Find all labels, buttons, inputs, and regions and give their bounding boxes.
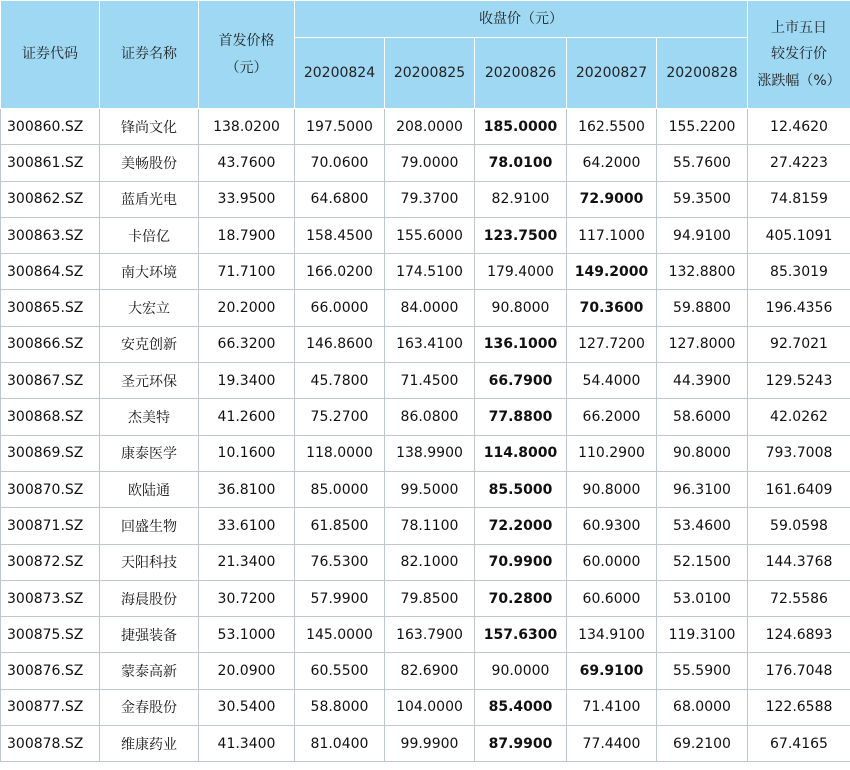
table-row	[1, 435, 850, 471]
table-row	[1, 726, 850, 762]
cell-code: 300871.SZ	[1, 508, 100, 544]
cell-close-price: 132.8800	[657, 254, 748, 290]
cell-close-price: 208.0000	[385, 109, 475, 145]
cell-code: 300868.SZ	[1, 399, 100, 435]
cell-close-price: 60.0000	[567, 544, 657, 580]
cell-five-day-change: 196.4356	[748, 290, 850, 326]
cell-close-price: 99.5000	[385, 471, 475, 507]
cell-code: 300866.SZ	[1, 326, 100, 362]
cell-ipo-price: 33.6100	[199, 508, 295, 544]
cell-code: 300864.SZ	[1, 254, 100, 290]
cell-close-price: 119.3100	[657, 617, 748, 653]
cell-close-price: 162.5500	[567, 109, 657, 145]
cell-close-price: 117.1000	[567, 217, 657, 253]
cell-name: 回盛生物	[100, 508, 199, 544]
cell-close-price: 70.0600	[295, 145, 385, 181]
cell-close-price: 55.5900	[657, 653, 748, 689]
cell-close-price: 185.0000	[475, 109, 567, 145]
cell-code: 300875.SZ	[1, 617, 100, 653]
header-date: 20200827	[567, 38, 657, 109]
cell-name: 大宏立	[100, 290, 199, 326]
cell-name: 蓝盾光电	[100, 181, 199, 217]
header-date: 20200826	[475, 38, 567, 109]
cell-close-price: 155.6000	[385, 217, 475, 253]
cell-close-price: 82.9100	[475, 181, 567, 217]
header-chg-line2: 较发行价	[771, 46, 827, 63]
cell-ipo-price: 66.3200	[199, 326, 295, 362]
cell-close-price: 60.9300	[567, 508, 657, 544]
cell-close-price: 61.8500	[295, 508, 385, 544]
cell-close-price: 81.0400	[295, 726, 385, 762]
cell-ipo-price: 41.3400	[199, 726, 295, 762]
cell-five-day-change: 176.7048	[748, 653, 850, 689]
cell-code: 300867.SZ	[1, 363, 100, 399]
cell-ipo-price: 20.0900	[199, 653, 295, 689]
cell-five-day-change: 42.0262	[748, 399, 850, 435]
cell-close-price: 66.7900	[475, 363, 567, 399]
cell-close-price: 59.3500	[657, 181, 748, 217]
cell-close-price: 53.0100	[657, 580, 748, 616]
cell-close-price: 90.0000	[475, 653, 567, 689]
cell-close-price: 158.4500	[295, 217, 385, 253]
cell-name: 天阳科技	[100, 544, 199, 580]
cell-close-price: 127.7200	[567, 326, 657, 362]
cell-ipo-price: 36.8100	[199, 471, 295, 507]
cell-ipo-price: 19.3400	[199, 363, 295, 399]
table-row	[1, 544, 850, 580]
cell-close-price: 85.0000	[295, 471, 385, 507]
header-date: 20200824	[295, 38, 385, 109]
cell-close-price: 79.3700	[385, 181, 475, 217]
cell-code: 300865.SZ	[1, 290, 100, 326]
cell-name: 锋尚文化	[100, 109, 199, 145]
cell-code: 300872.SZ	[1, 544, 100, 580]
cell-close-price: 55.7600	[657, 145, 748, 181]
cell-close-price: 52.1500	[657, 544, 748, 580]
cell-close-price: 104.0000	[385, 689, 475, 725]
table-row	[1, 508, 850, 544]
cell-name: 蒙泰高新	[100, 653, 199, 689]
cell-five-day-change: 405.1091	[748, 217, 850, 253]
cell-close-price: 70.3600	[567, 290, 657, 326]
cell-close-price: 45.7800	[295, 363, 385, 399]
table-row	[1, 653, 850, 689]
cell-close-price: 53.4600	[657, 508, 748, 544]
cell-ipo-price: 20.2000	[199, 290, 295, 326]
cell-close-price: 157.6300	[475, 617, 567, 653]
cell-ipo-price: 33.9500	[199, 181, 295, 217]
table-row	[1, 254, 850, 290]
cell-code: 300869.SZ	[1, 435, 100, 471]
cell-ipo-price: 41.2600	[199, 399, 295, 435]
cell-code: 300862.SZ	[1, 181, 100, 217]
cell-name: 安克创新	[100, 326, 199, 362]
header-ipo-line2: （元）	[225, 59, 268, 76]
cell-close-price: 99.9900	[385, 726, 475, 762]
cell-close-price: 82.6900	[385, 653, 475, 689]
cell-close-price: 60.5500	[295, 653, 385, 689]
cell-close-price: 58.8000	[295, 689, 385, 725]
cell-close-price: 77.8800	[475, 399, 567, 435]
table-row	[1, 617, 850, 653]
cell-five-day-change: 161.6409	[748, 471, 850, 507]
cell-close-price: 155.2200	[657, 109, 748, 145]
table-row	[1, 471, 850, 507]
cell-five-day-change: 12.4620	[748, 109, 850, 145]
table-row	[1, 181, 850, 217]
cell-close-price: 72.2000	[475, 508, 567, 544]
header-date: 20200828	[657, 38, 748, 109]
cell-five-day-change: 59.0598	[748, 508, 850, 544]
cell-close-price: 85.5000	[475, 471, 567, 507]
table-row	[1, 109, 850, 145]
cell-ipo-price: 138.0200	[199, 109, 295, 145]
cell-close-price: 78.0100	[475, 145, 567, 181]
cell-close-price: 86.0800	[385, 399, 475, 435]
cell-name: 康泰医学	[100, 435, 199, 471]
cell-close-price: 114.8000	[475, 435, 567, 471]
header-chg-line1: 上市五日	[771, 19, 827, 36]
cell-code: 300863.SZ	[1, 217, 100, 253]
cell-close-price: 72.9000	[567, 181, 657, 217]
cell-ipo-price: 30.5400	[199, 689, 295, 725]
cell-close-price: 82.1000	[385, 544, 475, 580]
cell-name: 南大环境	[100, 254, 199, 290]
cell-close-price: 166.0200	[295, 254, 385, 290]
cell-five-day-change: 124.6893	[748, 617, 850, 653]
cell-close-price: 87.9900	[475, 726, 567, 762]
cell-close-price: 96.3100	[657, 471, 748, 507]
cell-close-price: 77.4400	[567, 726, 657, 762]
cell-name: 圣元环保	[100, 363, 199, 399]
cell-close-price: 71.4500	[385, 363, 475, 399]
cell-close-price: 146.8600	[295, 326, 385, 362]
cell-five-day-change: 72.5586	[748, 580, 850, 616]
table-row	[1, 689, 850, 725]
cell-close-price: 127.8000	[657, 326, 748, 362]
cell-five-day-change: 85.3019	[748, 254, 850, 290]
cell-close-price: 197.5000	[295, 109, 385, 145]
cell-close-price: 44.3900	[657, 363, 748, 399]
cell-close-price: 75.2700	[295, 399, 385, 435]
cell-close-price: 69.9100	[567, 653, 657, 689]
cell-name: 美畅股份	[100, 145, 199, 181]
cell-ipo-price: 21.3400	[199, 544, 295, 580]
cell-close-price: 70.2800	[475, 580, 567, 616]
cell-ipo-price: 10.1600	[199, 435, 295, 471]
table-header	[1, 1, 850, 109]
cell-close-price: 90.8000	[657, 435, 748, 471]
cell-close-price: 163.4100	[385, 326, 475, 362]
cell-close-price: 136.1000	[475, 326, 567, 362]
cell-code: 300878.SZ	[1, 726, 100, 762]
cell-close-price: 64.2000	[567, 145, 657, 181]
cell-close-price: 57.9900	[295, 580, 385, 616]
cell-close-price: 59.8800	[657, 290, 748, 326]
cell-close-price: 145.0000	[295, 617, 385, 653]
table-row	[1, 363, 850, 399]
cell-ipo-price: 71.7100	[199, 254, 295, 290]
cell-five-day-change: 144.3768	[748, 544, 850, 580]
cell-close-price: 76.5300	[295, 544, 385, 580]
cell-five-day-change: 793.7008	[748, 435, 850, 471]
cell-name: 海晨股份	[100, 580, 199, 616]
cell-close-price: 118.0000	[295, 435, 385, 471]
cell-code: 300877.SZ	[1, 689, 100, 725]
cell-five-day-change: 67.4165	[748, 726, 850, 762]
table-row	[1, 290, 850, 326]
cell-code: 300876.SZ	[1, 653, 100, 689]
cell-close-price: 58.6000	[657, 399, 748, 435]
cell-name: 捷强装备	[100, 617, 199, 653]
cell-close-price: 179.4000	[475, 254, 567, 290]
table-row	[1, 217, 850, 253]
cell-code: 300861.SZ	[1, 145, 100, 181]
cell-close-price: 70.9900	[475, 544, 567, 580]
cell-close-price: 71.4100	[567, 689, 657, 725]
cell-close-price: 64.6800	[295, 181, 385, 217]
cell-code: 300860.SZ	[1, 109, 100, 145]
cell-close-price: 90.8000	[475, 290, 567, 326]
header-ipo-price	[199, 1, 295, 109]
cell-ipo-price: 43.7600	[199, 145, 295, 181]
cell-close-price: 138.9900	[385, 435, 475, 471]
cell-name: 维康药业	[100, 726, 199, 762]
cell-five-day-change: 122.6588	[748, 689, 850, 725]
header-ipo-line1: 首发价格	[218, 32, 275, 49]
header-chg-line3: 涨跌幅（%）	[757, 72, 841, 89]
cell-close-price: 68.0000	[657, 689, 748, 725]
cell-close-price: 163.7900	[385, 617, 475, 653]
cell-close-price: 66.0000	[295, 290, 385, 326]
header-five-day-change	[748, 1, 850, 109]
cell-close-price: 78.1100	[385, 508, 475, 544]
cell-close-price: 123.7500	[475, 217, 567, 253]
cell-name: 杰美特	[100, 399, 199, 435]
cell-ipo-price: 53.1000	[199, 617, 295, 653]
cell-ipo-price: 30.7200	[199, 580, 295, 616]
table-row	[1, 399, 850, 435]
cell-ipo-price: 18.7900	[199, 217, 295, 253]
cell-close-price: 79.8500	[385, 580, 475, 616]
cell-close-price: 94.9100	[657, 217, 748, 253]
cell-close-price: 69.2100	[657, 726, 748, 762]
cell-close-price: 66.2000	[567, 399, 657, 435]
cell-close-price: 134.9100	[567, 617, 657, 653]
table-body	[1, 109, 850, 762]
cell-name: 卡倍亿	[100, 217, 199, 253]
cell-close-price: 90.8000	[567, 471, 657, 507]
cell-close-price: 149.2000	[567, 254, 657, 290]
header-code: 证券代码	[1, 1, 100, 109]
cell-name: 欧陆通	[100, 471, 199, 507]
cell-code: 300870.SZ	[1, 471, 100, 507]
header-name: 证券名称	[100, 1, 199, 109]
cell-five-day-change: 27.4223	[748, 145, 850, 181]
cell-close-price: 174.5100	[385, 254, 475, 290]
cell-close-price: 60.6000	[567, 580, 657, 616]
table-row	[1, 145, 850, 181]
cell-five-day-change: 74.8159	[748, 181, 850, 217]
cell-close-price: 54.4000	[567, 363, 657, 399]
cell-code: 300873.SZ	[1, 580, 100, 616]
cell-close-price: 79.0000	[385, 145, 475, 181]
cell-name: 金春股份	[100, 689, 199, 725]
cell-five-day-change: 129.5243	[748, 363, 850, 399]
cell-five-day-change: 92.7021	[748, 326, 850, 362]
header-date: 20200825	[385, 38, 475, 109]
cell-close-price: 85.4000	[475, 689, 567, 725]
table-row	[1, 580, 850, 616]
table-row	[1, 326, 850, 362]
header-close-group: 收盘价（元）	[295, 1, 748, 38]
cell-close-price: 110.2900	[567, 435, 657, 471]
cell-close-price: 84.0000	[385, 290, 475, 326]
